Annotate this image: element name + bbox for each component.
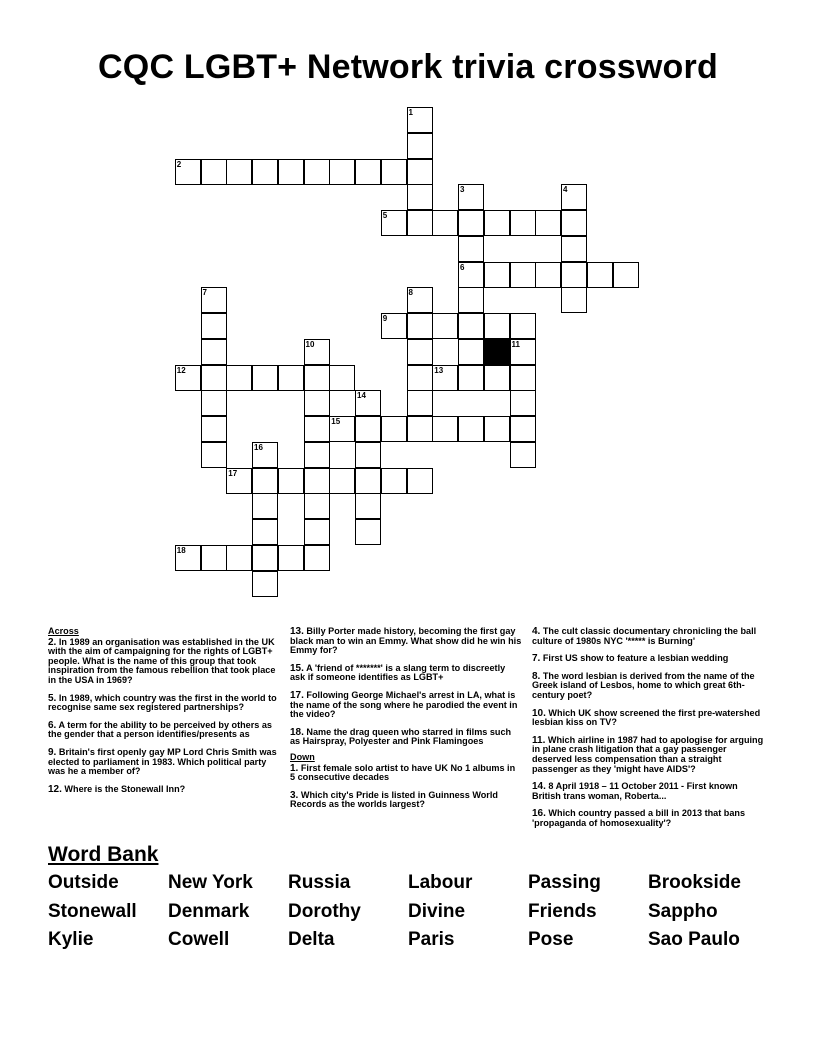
down-clue-list-continued	[532, 627, 764, 829]
clue-number: 17	[228, 468, 238, 478]
clue-text: 8 April 1918 – 11 October 2011 - First known British trans woman, Roberta...	[532, 781, 738, 801]
down-header: Down	[290, 751, 315, 762]
word-bank-item: Friends	[528, 900, 597, 922]
grid-cell[interactable]	[201, 159, 227, 185]
grid-cell[interactable]	[252, 442, 278, 468]
grid-cell[interactable]	[304, 442, 330, 468]
grid-cell[interactable]	[252, 571, 278, 597]
clue-text: In 1989, which country was the first in the world to recognise same sex registered partnerships?	[48, 692, 277, 713]
grid-cell[interactable]	[355, 468, 381, 494]
grid-cell[interactable]	[355, 159, 381, 185]
clue-text: In 1989 an organisation was established in the UK with the aim of campaigning for the rights of LGBT+ people. What is the name of this group that took inspiration from the famous rebellion that took place in the USA in 1969?	[48, 636, 276, 685]
clue	[290, 691, 522, 720]
grid-cell[interactable]	[226, 365, 252, 391]
clue-number: 3.	[290, 789, 299, 801]
grid-cell[interactable]	[355, 416, 381, 442]
grid-cell[interactable]	[201, 339, 227, 365]
clue-number: 18.	[290, 726, 304, 738]
clue	[48, 721, 280, 740]
grid-cell[interactable]	[484, 262, 510, 288]
grid-cell[interactable]	[201, 287, 227, 313]
grid-cell[interactable]	[304, 159, 330, 185]
clue-number: 7.	[532, 653, 541, 665]
grid-cell[interactable]	[407, 287, 433, 313]
word-bank-item: Labour	[408, 872, 473, 893]
grid-cell[interactable]	[329, 416, 355, 442]
grid-cell[interactable]	[201, 545, 227, 571]
grid-cell[interactable]	[329, 159, 355, 185]
clue-number: 15.	[290, 662, 304, 674]
clue	[48, 638, 280, 686]
page-title: CQC LGBT+ Network trivia crossword	[98, 48, 718, 86]
grid-cell[interactable]	[329, 468, 355, 494]
clue-number: 9	[382, 314, 388, 323]
word-bank-item: Delta	[288, 929, 335, 950]
grid-cell[interactable]	[535, 210, 561, 236]
word-bank	[48, 872, 788, 958]
grid-cell[interactable]	[432, 416, 458, 442]
grid-cell[interactable]	[252, 545, 278, 571]
grid-cell[interactable]	[304, 365, 330, 391]
grid-cell[interactable]	[304, 519, 330, 545]
clue-text: A 'friend of *******' is a slang term to discreetly ask if someone identifies as LGBT+	[290, 662, 506, 683]
grid-cell[interactable]	[510, 390, 536, 416]
clue	[532, 709, 764, 728]
clue	[532, 672, 764, 701]
clue-number: 12	[176, 365, 186, 375]
grid-cell[interactable]	[407, 313, 433, 339]
word-bank-item: Paris	[408, 929, 455, 950]
grid-cell[interactable]	[432, 365, 458, 391]
clue	[532, 627, 764, 646]
grid-cell[interactable]	[510, 416, 536, 442]
grid-cell[interactable]	[510, 365, 536, 391]
grid-cell[interactable]	[561, 262, 587, 288]
clue-text: First US show to feature a lesbian wedding	[540, 653, 729, 664]
clue-number: 9.	[48, 746, 57, 758]
clues-column-2	[290, 627, 522, 818]
grid-cell[interactable]	[278, 365, 304, 391]
grid-cell[interactable]	[278, 545, 304, 571]
clue	[48, 748, 280, 777]
across-clue-list-continued	[290, 627, 522, 747]
clue-text: Which city's Pride is listed in Guinness World Records as the worlds largest?	[290, 789, 498, 810]
grid-cell[interactable]	[407, 107, 433, 133]
grid-cell[interactable]	[407, 210, 433, 236]
grid-cell[interactable]	[458, 416, 484, 442]
word-bank-item: Sappho	[648, 900, 718, 922]
clues-column-1	[48, 627, 280, 802]
grid-cell[interactable]	[226, 159, 252, 185]
clue-number: 5.	[48, 692, 57, 704]
clue-number: 7	[202, 288, 207, 298]
grid-cell[interactable]	[458, 184, 484, 210]
clue-text: Which airline in 1987 had to apologise for arguing in plane crash litigation that a gay passenger deserved less compensation than a straight passenger as they 'might have AIDS'?	[532, 734, 764, 774]
grid-cell[interactable]	[252, 493, 278, 519]
grid-cell[interactable]	[561, 287, 587, 313]
grid-cell[interactable]	[252, 159, 278, 185]
clue	[290, 728, 522, 747]
grid-cell[interactable]	[458, 365, 484, 391]
clue-number: 11	[511, 339, 520, 349]
grid-cell[interactable]	[355, 519, 381, 545]
grid-cell[interactable]	[458, 287, 484, 313]
grid-cell[interactable]	[175, 545, 201, 571]
grid-cell[interactable]	[407, 365, 433, 391]
clue-number: 14.	[532, 781, 546, 793]
clue-text: Britain's first openly gay MP Lord Chris Smith was elected to parliament in 1983. Which political party was he a member of?	[48, 746, 277, 777]
grid-cell[interactable]	[561, 210, 587, 236]
clues-column-3	[532, 627, 764, 837]
grid-cell[interactable]	[510, 210, 536, 236]
grid-cell[interactable]	[304, 339, 330, 365]
grid-cell[interactable]	[304, 390, 330, 416]
clue-number: 11.	[532, 734, 546, 746]
clue-number: 18	[176, 545, 186, 555]
word-bank-item: Outside	[48, 872, 119, 893]
grid-cell[interactable]	[252, 468, 278, 494]
grid-cell[interactable]	[201, 313, 227, 339]
word-bank-item: Pose	[528, 929, 574, 950]
grid-cell[interactable]	[484, 365, 510, 391]
grid-cell[interactable]	[484, 313, 510, 339]
clue-number: 2	[176, 159, 182, 169]
grid-cell[interactable]	[510, 442, 536, 468]
word-bank-item: Kylie	[48, 929, 94, 950]
clue-text: Name the drag queen who starred in films such as Hairspray, Polyester and Pink Flamingoes	[290, 726, 512, 747]
word-bank-title: Word Bank	[48, 843, 159, 866]
clue	[48, 694, 280, 713]
word-bank-item: Russia	[288, 872, 351, 893]
clue-number: 16.	[532, 808, 546, 820]
grid-cell[interactable]	[355, 390, 381, 416]
grid-cell[interactable]	[510, 339, 536, 365]
grid-cell[interactable]	[304, 468, 330, 494]
word-bank-item: Divine	[408, 900, 466, 922]
grid-black-cell	[484, 339, 510, 365]
grid-cell[interactable]	[252, 519, 278, 545]
clue-number: 3	[460, 185, 465, 195]
grid-cell[interactable]	[278, 159, 304, 185]
clue	[290, 791, 522, 810]
grid-cell[interactable]	[226, 468, 252, 494]
grid-cell[interactable]	[535, 262, 561, 288]
clue	[290, 627, 522, 656]
clue-number: 1	[408, 108, 413, 117]
grid-cell[interactable]	[201, 442, 227, 468]
clue	[290, 664, 522, 683]
grid-cell[interactable]	[458, 210, 484, 236]
clue-number: 8.	[532, 670, 541, 682]
grid-cell[interactable]	[407, 390, 433, 416]
grid-cell[interactable]	[329, 365, 355, 391]
clue-text: A term for the ability to be perceived by others as the gender that a person identifies/presents as	[48, 719, 272, 740]
clue-number: 6	[460, 262, 465, 272]
clue-number: 4.	[532, 626, 541, 637]
grid-cell[interactable]	[587, 262, 613, 288]
grid-cell[interactable]	[407, 133, 433, 159]
grid-cell[interactable]	[458, 313, 484, 339]
grid-cell[interactable]	[381, 468, 407, 494]
grid-cell[interactable]	[458, 236, 484, 262]
clue-number: 13.	[290, 626, 304, 637]
grid-cell[interactable]	[458, 339, 484, 365]
clue-number: 4	[563, 185, 568, 195]
clue-number: 10	[305, 339, 315, 349]
clue-number: 12.	[48, 783, 62, 795]
grid-cell[interactable]	[407, 159, 433, 185]
clue-text: Which country passed a bill in 2013 that bans 'propaganda of homosexuality'?	[532, 808, 746, 828]
grid-cell[interactable]	[407, 339, 433, 365]
grid-cell[interactable]	[510, 313, 536, 339]
word-bank-item: Dorothy	[288, 900, 361, 922]
clue-number: 10.	[532, 707, 546, 719]
grid-cell[interactable]	[201, 365, 227, 391]
clue-text: Where is the Stonewall Inn?	[61, 783, 186, 794]
grid-cell[interactable]	[381, 210, 407, 236]
grid-cell[interactable]	[175, 365, 201, 391]
grid-cell[interactable]	[304, 416, 330, 442]
grid-cell[interactable]	[355, 442, 381, 468]
grid-cell[interactable]	[304, 545, 330, 571]
down-clue-list	[290, 764, 522, 810]
grid-cell[interactable]	[201, 390, 227, 416]
grid-cell[interactable]	[381, 159, 407, 185]
word-bank-item: Passing	[528, 872, 601, 893]
clue	[48, 785, 280, 795]
clue-text: Billy Porter made history, becoming the first gay black man to win an Emmy. What show did he win his Emmy for?	[290, 626, 522, 656]
grid-cell[interactable]	[381, 313, 407, 339]
grid-cell[interactable]	[252, 365, 278, 391]
grid-cell[interactable]	[432, 313, 458, 339]
clue-text: Which UK show screened the first pre-watershed lesbian kiss on TV?	[532, 707, 761, 728]
clue-number: 6.	[48, 719, 57, 731]
across-header: Across	[48, 626, 79, 636]
clue	[532, 782, 764, 801]
clue	[532, 809, 764, 828]
grid-cell[interactable]	[278, 468, 304, 494]
clue	[290, 764, 522, 783]
clue-number: 17.	[290, 689, 304, 701]
clue-text: First female solo artist to have UK No 1 albums in 5 consecutive decades	[290, 762, 516, 783]
grid-cell[interactable]	[561, 236, 587, 262]
grid-cell[interactable]	[484, 416, 510, 442]
grid-cell[interactable]	[484, 210, 510, 236]
word-bank-item: Stonewall	[48, 900, 137, 922]
grid-cell[interactable]	[510, 262, 536, 288]
grid-cell[interactable]	[226, 545, 252, 571]
clue-number: 16	[254, 442, 263, 452]
grid-cell[interactable]	[201, 416, 227, 442]
grid-cell[interactable]	[407, 416, 433, 442]
clue-number: 13	[434, 365, 444, 375]
across-clue-list	[48, 638, 280, 795]
word-bank-item: Denmark	[168, 900, 250, 922]
grid-cell[interactable]	[175, 159, 201, 185]
grid-cell[interactable]	[561, 184, 587, 210]
word-bank-item: Cowell	[168, 929, 230, 950]
grid-cell[interactable]	[407, 184, 433, 210]
clue-number: 8	[408, 288, 413, 298]
grid-cell[interactable]	[458, 262, 484, 288]
grid-cell[interactable]	[355, 493, 381, 519]
word-bank-item: New York	[168, 872, 253, 893]
clue-text: The word lesbian is derived from the name of the Greek island of Lesbos, home to which great 6th-century poet?	[532, 670, 755, 700]
clue-text: The cult classic documentary chronicling the ball culture of 1980s NYC '***** is Burning'	[532, 626, 757, 646]
clue	[532, 654, 764, 664]
grid-cell[interactable]	[613, 262, 639, 288]
clue-number: 14	[357, 391, 366, 401]
clue-number: 5	[382, 211, 388, 220]
grid-cell[interactable]	[407, 468, 433, 494]
clue-number: 15	[331, 417, 341, 426]
clue-text: Following George Michael's arrest in LA, what is the name of the song where he parodied the event in the video?	[290, 689, 518, 720]
clue	[532, 736, 764, 774]
word-bank-item: Sao Paulo	[648, 929, 740, 950]
clue-number: 1.	[290, 762, 299, 774]
grid-cell[interactable]	[432, 210, 458, 236]
grid-cell[interactable]	[304, 493, 330, 519]
word-bank-item: Brookside	[648, 872, 741, 893]
grid-cell[interactable]	[381, 416, 407, 442]
clue-number: 2.	[48, 636, 57, 648]
